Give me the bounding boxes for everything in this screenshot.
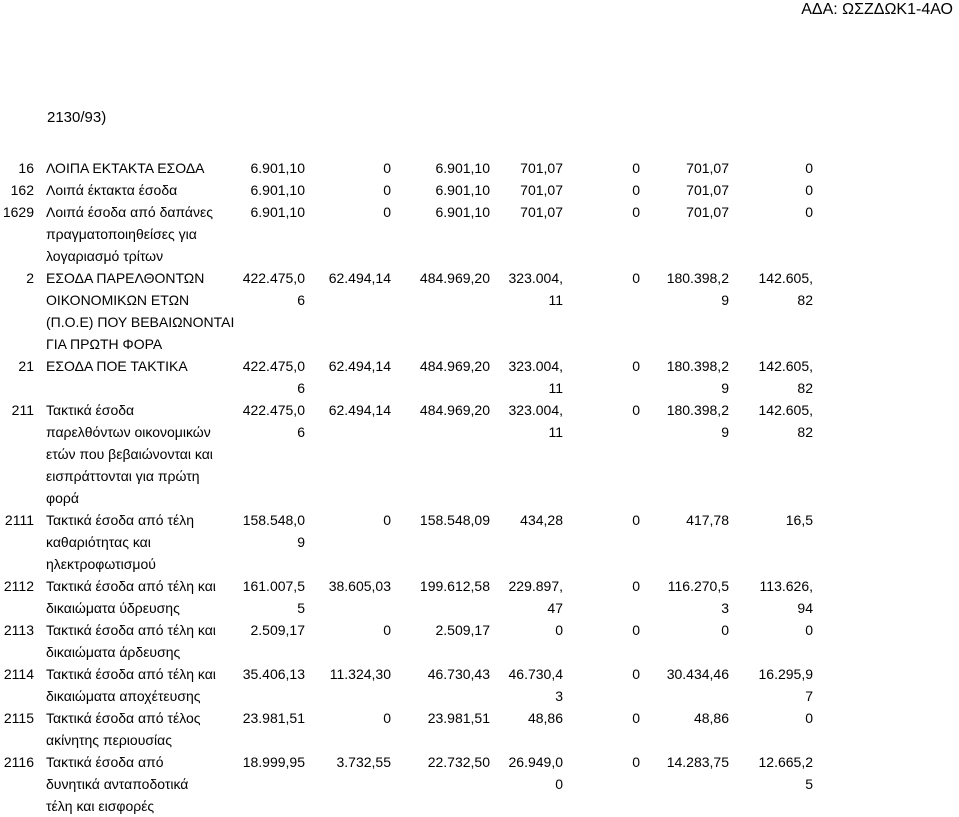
row-code: 2115: [3, 710, 34, 726]
cell-col-2-line: 0: [383, 512, 391, 528]
cell-col-5-line: 0: [632, 204, 640, 220]
cell-col-2-line: 0: [383, 204, 391, 220]
cell-col-4-line: 323.004,: [508, 270, 563, 286]
cell-col-7-line: 0: [805, 182, 813, 198]
cell-col-6-line: 3: [721, 600, 729, 616]
row-description-line: Τακτικά έσοδα από: [46, 754, 164, 770]
cell-col-4: [490, 179, 563, 201]
cell-col-3: [391, 751, 490, 817]
cell-col-1: [240, 707, 305, 751]
cell-col-2-line: 38.605,03: [328, 578, 391, 594]
row-code: 2112: [3, 578, 34, 594]
cell-col-1-line: 2.509,17: [250, 622, 305, 638]
row-description: [46, 179, 240, 201]
row-description: [46, 157, 240, 179]
cell-col-5-line: 0: [632, 182, 640, 198]
cell-col-4-line: 3: [555, 688, 563, 704]
cell-col-7-line: 0: [805, 204, 813, 220]
cell-col-2-line: 0: [383, 160, 391, 176]
cell-col-7-line: 142.605,: [758, 358, 813, 374]
row-code: 162: [10, 182, 34, 198]
cell-col-3-line: 6.901,10: [435, 182, 490, 198]
cell-col-6-line: 701,07: [686, 182, 729, 198]
cell-col-3-line: 23.981,51: [427, 710, 490, 726]
row-description: [46, 355, 240, 399]
cell-col-4-line: 434,28: [520, 512, 563, 528]
cell-col-4-line: 0: [555, 622, 563, 638]
cell-col-1: [240, 157, 305, 179]
cell-col-6-line: 180.398,2: [666, 358, 729, 374]
cell-col-7: [729, 157, 813, 179]
cell-col-3: [391, 619, 490, 663]
row-description-line: δικαιώματα άρδευσης: [46, 644, 181, 660]
cell-col-4-line: 701,07: [520, 204, 563, 220]
cell-col-6: [640, 509, 729, 575]
row-description: [46, 267, 240, 355]
row-description-line: Τακτικά έσοδα από τέλη και: [46, 666, 216, 682]
table-row: [0, 201, 813, 267]
row-description-line: τέλη και εισφορές: [46, 798, 155, 814]
cell-col-4-line: 11: [548, 424, 563, 440]
cell-col-4-line: 323.004,: [508, 402, 563, 418]
cell-col-4: [490, 707, 563, 751]
cell-col-7-line: 0: [805, 160, 813, 176]
cell-col-6: [640, 179, 729, 201]
cell-col-4: [490, 575, 563, 619]
cell-col-1-line: 18.999,95: [242, 754, 305, 770]
cell-col-3-line: 2.509,17: [435, 622, 490, 638]
cell-col-4: [490, 157, 563, 179]
cell-col-7: [729, 267, 813, 355]
cell-col-3: [391, 355, 490, 399]
cell-col-6: [640, 267, 729, 355]
cell-col-1: [240, 201, 305, 267]
row-description: [46, 751, 240, 817]
cell-col-4-line: 229.897,: [508, 578, 563, 594]
cell-col-3: [391, 707, 490, 751]
cell-col-7-line: 142.605,: [758, 402, 813, 418]
cell-col-6-line: 701,07: [686, 160, 729, 176]
cell-col-2-line: 62.494,14: [328, 402, 391, 418]
cell-col-1-line: 35.406,13: [242, 666, 305, 682]
cell-col-5-line: 0: [632, 666, 640, 682]
row-description-line: ΕΣΟΔΑ ΠΟΕ ΤΑΚΤΙΚΑ: [46, 358, 188, 374]
cell-col-3-line: 6.901,10: [435, 160, 490, 176]
cell-col-1-line: 6: [297, 424, 305, 440]
reference-line: 2130/93): [47, 109, 107, 126]
row-description: [46, 509, 240, 575]
row-code: 1629: [2, 204, 34, 220]
cell-col-7-line: 113.626,: [759, 578, 813, 594]
cell-col-1-line: 158.548,0: [242, 512, 305, 528]
row-description-line: ΟΙΚΟΝΟΜΙΚΩΝ ΕΤΩΝ: [46, 292, 190, 308]
row-description-line: Τακτικά έσοδα: [46, 402, 135, 418]
row-description: [46, 575, 240, 619]
cell-col-5-line: 0: [632, 710, 640, 726]
row-description-line: ΛΟΙΠΑ ΕΚΤΑΚΤΑ ΕΣΟΔΑ: [46, 160, 205, 176]
cell-col-4: [490, 663, 563, 707]
cell-col-6: [640, 355, 729, 399]
cell-col-2: [305, 751, 391, 817]
cell-col-5: [563, 179, 640, 201]
row-description: [46, 399, 240, 509]
cell-col-6: [640, 157, 729, 179]
cell-col-6: [640, 575, 729, 619]
cell-col-7-line: 142.605,: [758, 270, 813, 286]
row-description-line: Λοιπά έσοδα από δαπάνες: [46, 204, 213, 220]
row-description-line: Τακτικά έσοδα από τέλη και: [46, 622, 216, 638]
cell-col-4-line: 47: [547, 600, 563, 616]
cell-col-2-line: 0: [383, 622, 391, 638]
row-description-line: Λοιπά έκτακτα έσοδα: [46, 182, 178, 198]
row-description-line: λογαριασμό τρίτων: [46, 248, 164, 264]
cell-col-6-line: 0: [721, 622, 729, 638]
cell-col-2: [305, 575, 391, 619]
cell-col-7: [729, 355, 813, 399]
cell-col-6: [640, 201, 729, 267]
cell-col-7-line: 82: [797, 424, 813, 440]
table-row: [0, 157, 813, 179]
table-row: [0, 751, 813, 817]
cell-col-6: [640, 399, 729, 509]
budget-table: [0, 157, 813, 817]
cell-col-7: [729, 575, 813, 619]
row-code: 211: [11, 402, 34, 418]
table-row: [0, 663, 813, 707]
cell-col-3: [391, 201, 490, 267]
row-description-line: ΕΣΟΔΑ ΠΑΡΕΛΘΟΝΤΩΝ: [46, 270, 205, 286]
row-description: [46, 707, 240, 751]
row-description: [46, 201, 240, 267]
cell-col-5-line: 0: [632, 578, 640, 594]
row-code: 2114: [3, 666, 34, 682]
cell-col-4: [490, 619, 563, 663]
cell-col-4-line: 11: [548, 292, 563, 308]
cell-col-5-line: 0: [632, 160, 640, 176]
cell-col-3-line: 22.732,50: [427, 754, 490, 770]
cell-col-5: [563, 751, 640, 817]
cell-col-7: [729, 619, 813, 663]
cell-col-7-line: 12.665,2: [758, 754, 813, 770]
cell-col-2: [305, 157, 391, 179]
cell-col-3-line: 199.612,58: [419, 578, 490, 594]
cell-col-7-line: 0: [805, 622, 813, 638]
table-row: [0, 619, 813, 663]
cell-col-1: [240, 619, 305, 663]
cell-col-1: [240, 355, 305, 399]
cell-col-5: [563, 509, 640, 575]
cell-col-2-line: 11.324,30: [329, 666, 391, 682]
cell-col-1-line: 23.981,51: [242, 710, 305, 726]
table-row: [0, 707, 813, 751]
cell-col-5: [563, 707, 640, 751]
cell-col-5: [563, 575, 640, 619]
cell-col-7: [729, 707, 813, 751]
cell-col-3-line: 484.969,20: [419, 402, 490, 418]
cell-col-5: [563, 619, 640, 663]
table-row: [0, 509, 813, 575]
cell-col-5: [563, 267, 640, 355]
row-description-line: παρελθόντων οικονομικών: [46, 424, 211, 440]
cell-col-1: [240, 399, 305, 509]
cell-col-3: [391, 575, 490, 619]
document-id-code: ΑΔΑ: ΩΣΖΔΩΚ1-4ΑΟ: [801, 1, 953, 18]
row-code: 21: [18, 358, 34, 374]
cell-col-4-line: 46.730,4: [508, 666, 563, 682]
row-code: 2: [26, 270, 34, 286]
table-row: [0, 267, 813, 355]
cell-col-6: [640, 619, 729, 663]
cell-col-4-line: 48,86: [527, 710, 563, 726]
row-description-line: φορά: [46, 490, 79, 506]
cell-col-3: [391, 267, 490, 355]
row-code: 2111: [4, 512, 34, 528]
cell-col-2-line: 62.494,14: [328, 270, 391, 286]
cell-col-3-line: 484.969,20: [419, 270, 490, 286]
cell-col-1: [240, 575, 305, 619]
cell-col-6-line: 9: [721, 380, 729, 396]
cell-col-7-line: 0: [805, 710, 813, 726]
cell-col-4-line: 26.949,0: [508, 754, 563, 770]
row-description-line: ετών που βεβαιώνονται και: [46, 446, 213, 462]
cell-col-2-line: 0: [383, 182, 391, 198]
cell-col-2: [305, 619, 391, 663]
cell-col-5-line: 0: [632, 270, 640, 286]
cell-col-3: [391, 509, 490, 575]
cell-col-6-line: 180.398,2: [666, 402, 729, 418]
cell-col-1-line: 6: [297, 380, 305, 396]
cell-col-5: [563, 157, 640, 179]
cell-col-2: [305, 399, 391, 509]
cell-col-1-line: 6.901,10: [250, 204, 305, 220]
row-description-line: πραγματοποιηθείσες για: [46, 226, 197, 242]
cell-col-1: [240, 509, 305, 575]
cell-col-2: [305, 267, 391, 355]
cell-col-2: [305, 663, 391, 707]
cell-col-4-line: 701,07: [520, 160, 563, 176]
cell-col-2-line: 0: [383, 710, 391, 726]
row-description: [46, 663, 240, 707]
cell-col-2: [305, 707, 391, 751]
cell-col-7: [729, 179, 813, 201]
cell-col-5: [563, 201, 640, 267]
cell-col-4: [490, 201, 563, 267]
cell-col-1-line: 5: [297, 600, 305, 616]
cell-col-5-line: 0: [632, 512, 640, 528]
cell-col-7-line: 16.295,9: [758, 666, 813, 682]
cell-col-2: [305, 201, 391, 267]
row-description-line: Τακτικά έσοδα από τέλη: [46, 512, 194, 528]
cell-col-6-line: 417,78: [686, 512, 729, 528]
cell-col-5: [563, 399, 640, 509]
cell-col-4: [490, 509, 563, 575]
cell-col-1-line: 161.007,5: [242, 578, 305, 594]
cell-col-6: [640, 663, 729, 707]
cell-col-3-line: 46.730,43: [427, 666, 490, 682]
row-description-line: καθαριότητας και: [46, 534, 151, 550]
cell-col-6-line: 14.283,75: [666, 754, 729, 770]
cell-col-5: [563, 663, 640, 707]
table-body: [0, 157, 813, 817]
cell-col-3-line: 6.901,10: [435, 204, 490, 220]
cell-col-2-line: 3.732,55: [336, 754, 391, 770]
cell-col-6-line: 48,86: [693, 710, 729, 726]
cell-col-4-line: 0: [555, 776, 563, 792]
cell-col-6-line: 180.398,2: [666, 270, 729, 286]
cell-col-1-line: 6.901,10: [250, 182, 305, 198]
row-description-line: ΓΙΑ ΠΡΩΤΗ ΦΟΡΑ: [46, 336, 163, 352]
cell-col-1: [240, 179, 305, 201]
cell-col-3: [391, 179, 490, 201]
cell-col-6: [640, 751, 729, 817]
cell-col-4: [490, 267, 563, 355]
row-description-line: δικαιώματα ύδρευσης: [46, 600, 180, 616]
cell-col-7-line: 7: [805, 688, 813, 704]
cell-col-7: [729, 399, 813, 509]
cell-col-4: [490, 399, 563, 509]
cell-col-2-line: 62.494,14: [328, 358, 391, 374]
row-description-line: Τακτικά έσοδα από τέλη και: [46, 578, 216, 594]
cell-col-1: [240, 267, 305, 355]
cell-col-1-line: 422.475,0: [242, 358, 305, 374]
row-description-line: δυνητικά ανταποδοτικά: [46, 776, 189, 792]
row-description-line: ηλεκτροφωτισμού: [46, 556, 156, 572]
cell-col-4-line: 701,07: [520, 182, 563, 198]
cell-col-6-line: 30.434,46: [666, 666, 729, 682]
cell-col-1-line: 6.901,10: [250, 160, 305, 176]
cell-col-3: [391, 663, 490, 707]
cell-col-5-line: 0: [632, 622, 640, 638]
cell-col-5: [563, 355, 640, 399]
row-description: [46, 619, 240, 663]
cell-col-1-line: 422.475,0: [242, 270, 305, 286]
cell-col-3: [391, 157, 490, 179]
cell-col-1-line: 9: [297, 534, 305, 550]
cell-col-3-line: 484.969,20: [419, 358, 490, 374]
cell-col-7-line: 94: [797, 600, 813, 616]
cell-col-2: [305, 355, 391, 399]
cell-col-7: [729, 509, 813, 575]
row-code: 16: [18, 160, 34, 176]
row-code: 2113: [3, 622, 34, 638]
cell-col-6-line: 9: [721, 292, 729, 308]
cell-col-7-line: 82: [797, 380, 813, 396]
cell-col-1: [240, 663, 305, 707]
cell-col-1-line: 6: [297, 292, 305, 308]
cell-col-4: [490, 751, 563, 817]
row-code: 2116: [3, 754, 34, 770]
table-row: [0, 179, 813, 201]
cell-col-2: [305, 509, 391, 575]
row-description-line: (Π.Ο.Ε) ΠΟΥ ΒΕΒΑΙΩΝΟΝΤΑΙ: [46, 314, 235, 330]
row-description-line: Τακτικά έσοδα από τέλος: [46, 710, 201, 726]
cell-col-7-line: 16,5: [785, 512, 813, 528]
table-row: [0, 399, 813, 509]
cell-col-6-line: 701,07: [686, 204, 729, 220]
cell-col-3: [391, 399, 490, 509]
cell-col-4-line: 11: [548, 380, 563, 396]
cell-col-7-line: 5: [805, 776, 813, 792]
cell-col-1-line: 422.475,0: [242, 402, 305, 418]
table-row: [0, 575, 813, 619]
cell-col-5-line: 0: [632, 402, 640, 418]
row-description-line: εισπράττονται για πρώτη: [46, 468, 200, 484]
cell-col-5-line: 0: [632, 358, 640, 374]
cell-col-4: [490, 355, 563, 399]
row-description-line: δικαιώματα αποχέτευσης: [46, 688, 201, 704]
cell-col-1: [240, 751, 305, 817]
table-row: [0, 355, 813, 399]
cell-col-7-line: 82: [797, 292, 813, 308]
row-description-line: ακίνητης περιουσίας: [46, 732, 172, 748]
cell-col-7: [729, 201, 813, 267]
cell-col-7: [729, 751, 813, 817]
cell-col-6-line: 9: [721, 424, 729, 440]
cell-col-6-line: 116.270,5: [667, 578, 729, 594]
cell-col-4-line: 323.004,: [508, 358, 563, 374]
cell-col-6: [640, 707, 729, 751]
cell-col-3-line: 158.548,09: [419, 512, 490, 528]
cell-col-5-line: 0: [632, 754, 640, 770]
cell-col-2: [305, 179, 391, 201]
cell-col-7: [729, 663, 813, 707]
